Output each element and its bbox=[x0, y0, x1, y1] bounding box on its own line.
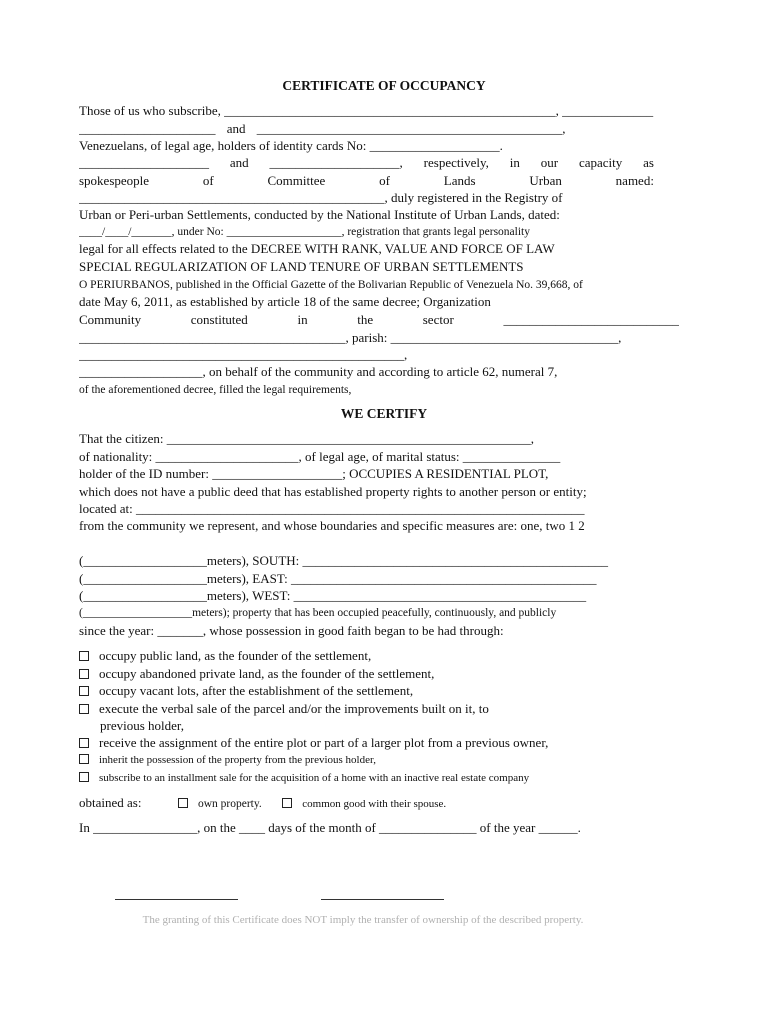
intro-line-15: __________________________________________________, bbox=[79, 347, 408, 362]
certify-line-11: (___________________meters); property that has been occupied peacefully, continuously, and publicly bbox=[79, 607, 557, 619]
intro-line-6: _______________________________________________, duly registered in the Registry of bbox=[79, 190, 563, 205]
word: and bbox=[229, 155, 249, 170]
word: capacity bbox=[578, 155, 623, 170]
intro-line-5 bbox=[79, 173, 654, 189]
date-line: In ________________, on the ____ days of the month of _______________ of the year ______. bbox=[79, 820, 581, 835]
intro-line-13 bbox=[79, 312, 679, 328]
certify-line-6: from the community we represent, and whose boundaries and specific measures are: one, two 1 2 bbox=[79, 518, 585, 533]
intro-line-14: _________________________________________, parish: ___________________________________, bbox=[79, 330, 622, 345]
option-label: subscribe to an installment sale for the acquisition of a home with an inactive real estate company bbox=[99, 772, 530, 784]
checkbox[interactable] bbox=[79, 772, 89, 782]
obtained-line bbox=[79, 795, 654, 812]
word: Community bbox=[79, 312, 142, 327]
option-item bbox=[79, 701, 654, 717]
common-good-label: common good with their spouse. bbox=[302, 798, 447, 810]
intro-line-3: Venezuelans, of legal age, holders of identity cards No: ____________________. bbox=[79, 138, 503, 153]
intro-line-7: Urban or Peri-urban Settlements, conducted by the National Institute of Urban Lands, dated: bbox=[79, 207, 560, 222]
word: in bbox=[297, 312, 308, 327]
word: spokespeople bbox=[79, 173, 150, 188]
word: our bbox=[540, 155, 559, 170]
option-label: execute the verbal sale of the parcel and/or the improvements built on it, to bbox=[99, 701, 489, 716]
blank-field[interactable]: _______________________________________________, bbox=[256, 121, 566, 136]
own-property-checkbox[interactable] bbox=[178, 798, 188, 808]
intro-line-17: of the aforementioned decree, filled the legal requirements, bbox=[79, 384, 352, 396]
certify-line-1: That the citizen: ________________________________________________________, bbox=[79, 431, 534, 446]
intro-line-8: ____/____/_______, under No: ____________________, registration that grants legal personality bbox=[79, 226, 530, 238]
certify-line-10: (___________________meters), WEST: _____________________________________________ bbox=[79, 588, 587, 603]
option-continuation: previous holder, bbox=[100, 718, 184, 733]
blank-field[interactable]: _____________________ bbox=[79, 121, 216, 136]
certify-heading: WE CERTIFY bbox=[340, 406, 428, 421]
checkbox[interactable] bbox=[79, 704, 89, 714]
option-label: inherit the possession of the property from the previous holder, bbox=[99, 754, 376, 766]
blank-field[interactable]: ____________________, bbox=[269, 155, 403, 170]
certify-line-12: since the year: _______, whose possession in good faith began to be had through: bbox=[79, 623, 504, 638]
word: constituted bbox=[190, 312, 248, 327]
intro-line-2 bbox=[79, 121, 654, 137]
option-item bbox=[79, 683, 654, 699]
certify-line-3: holder of the ID number: ____________________; OCCUPIES A RESIDENTIAL PLOT, bbox=[79, 466, 549, 481]
intro-line-9: legal for all effects related to the DECREE WITH RANK, VALUE AND FORCE OF LAW bbox=[79, 241, 555, 256]
option-label: occupy vacant lots, after the establishment of the settlement, bbox=[99, 683, 414, 698]
certify-line-5: located at: _____________________________________________________________________ bbox=[79, 501, 585, 516]
checkbox[interactable] bbox=[79, 754, 89, 764]
word: Lands bbox=[443, 173, 476, 188]
obtained-label: obtained as: bbox=[79, 795, 142, 810]
word: respectively, bbox=[423, 155, 489, 170]
word: the bbox=[357, 312, 374, 327]
checkbox[interactable] bbox=[79, 738, 89, 748]
certify-line-2: of nationality: ______________________, of legal age, of marital status: _______________ bbox=[79, 449, 561, 464]
signature-line-right[interactable] bbox=[321, 899, 444, 900]
word: Committee bbox=[267, 173, 326, 188]
word: sector bbox=[422, 312, 454, 327]
word: of bbox=[379, 173, 390, 188]
and-word: and bbox=[226, 121, 246, 136]
intro-line-4 bbox=[79, 155, 654, 171]
word: Urban bbox=[529, 173, 562, 188]
own-property-label: own property. bbox=[197, 798, 262, 810]
blank-field[interactable]: ___________________________ bbox=[503, 312, 679, 327]
blank-field[interactable]: ____________________ bbox=[79, 155, 209, 170]
intro-line-10: SPECIAL REGULARIZATION OF LAND TENURE OF URBAN SETTLEMENTS bbox=[79, 259, 524, 274]
option-item bbox=[79, 752, 654, 768]
checkbox[interactable] bbox=[79, 669, 89, 679]
intro-line-1: Those of us who subscribe, ___________________________________________________, ______________ bbox=[79, 103, 654, 118]
option-item bbox=[79, 666, 654, 682]
option-label: occupy abandoned private land, as the founder of the settlement, bbox=[99, 666, 435, 681]
word: in bbox=[509, 155, 520, 170]
checkbox[interactable] bbox=[79, 686, 89, 696]
common-good-checkbox[interactable] bbox=[282, 798, 292, 808]
checkbox[interactable] bbox=[79, 651, 89, 661]
certify-line-8: (___________________meters), SOUTH: _______________________________________________ bbox=[79, 553, 609, 568]
footer-note: The granting of this Certificate does NOT imply the transfer of ownership of the described property. bbox=[142, 914, 584, 926]
signature-line-left[interactable] bbox=[115, 899, 238, 900]
word: as bbox=[643, 155, 654, 170]
option-item bbox=[79, 735, 654, 751]
intro-line-16: ___________________, on behalf of the community and according to article 62, numeral 7, bbox=[79, 364, 558, 379]
intro-line-12: date May 6, 2011, as established by article 18 of the same decree; Organization bbox=[79, 294, 491, 309]
option-item bbox=[79, 648, 654, 664]
option-label: occupy public land, as the founder of the settlement, bbox=[99, 648, 372, 663]
option-item bbox=[79, 770, 654, 786]
option-label: receive the assignment of the entire plot or part of a larger plot from a previous owner, bbox=[99, 735, 549, 750]
document-title: CERTIFICATE OF OCCUPANCY bbox=[282, 78, 486, 93]
certify-line-9: (___________________meters), EAST: _______________________________________________ bbox=[79, 571, 597, 586]
word: of bbox=[202, 173, 214, 188]
certify-line-4: which does not have a public deed that has established property rights to another person or entity; bbox=[79, 484, 587, 499]
word: named: bbox=[615, 173, 654, 188]
intro-line-11: O PERIURBANOS, published in the Official Gazette of the Bolivarian Republic of Venezuela No. 39,668, of bbox=[79, 279, 583, 291]
